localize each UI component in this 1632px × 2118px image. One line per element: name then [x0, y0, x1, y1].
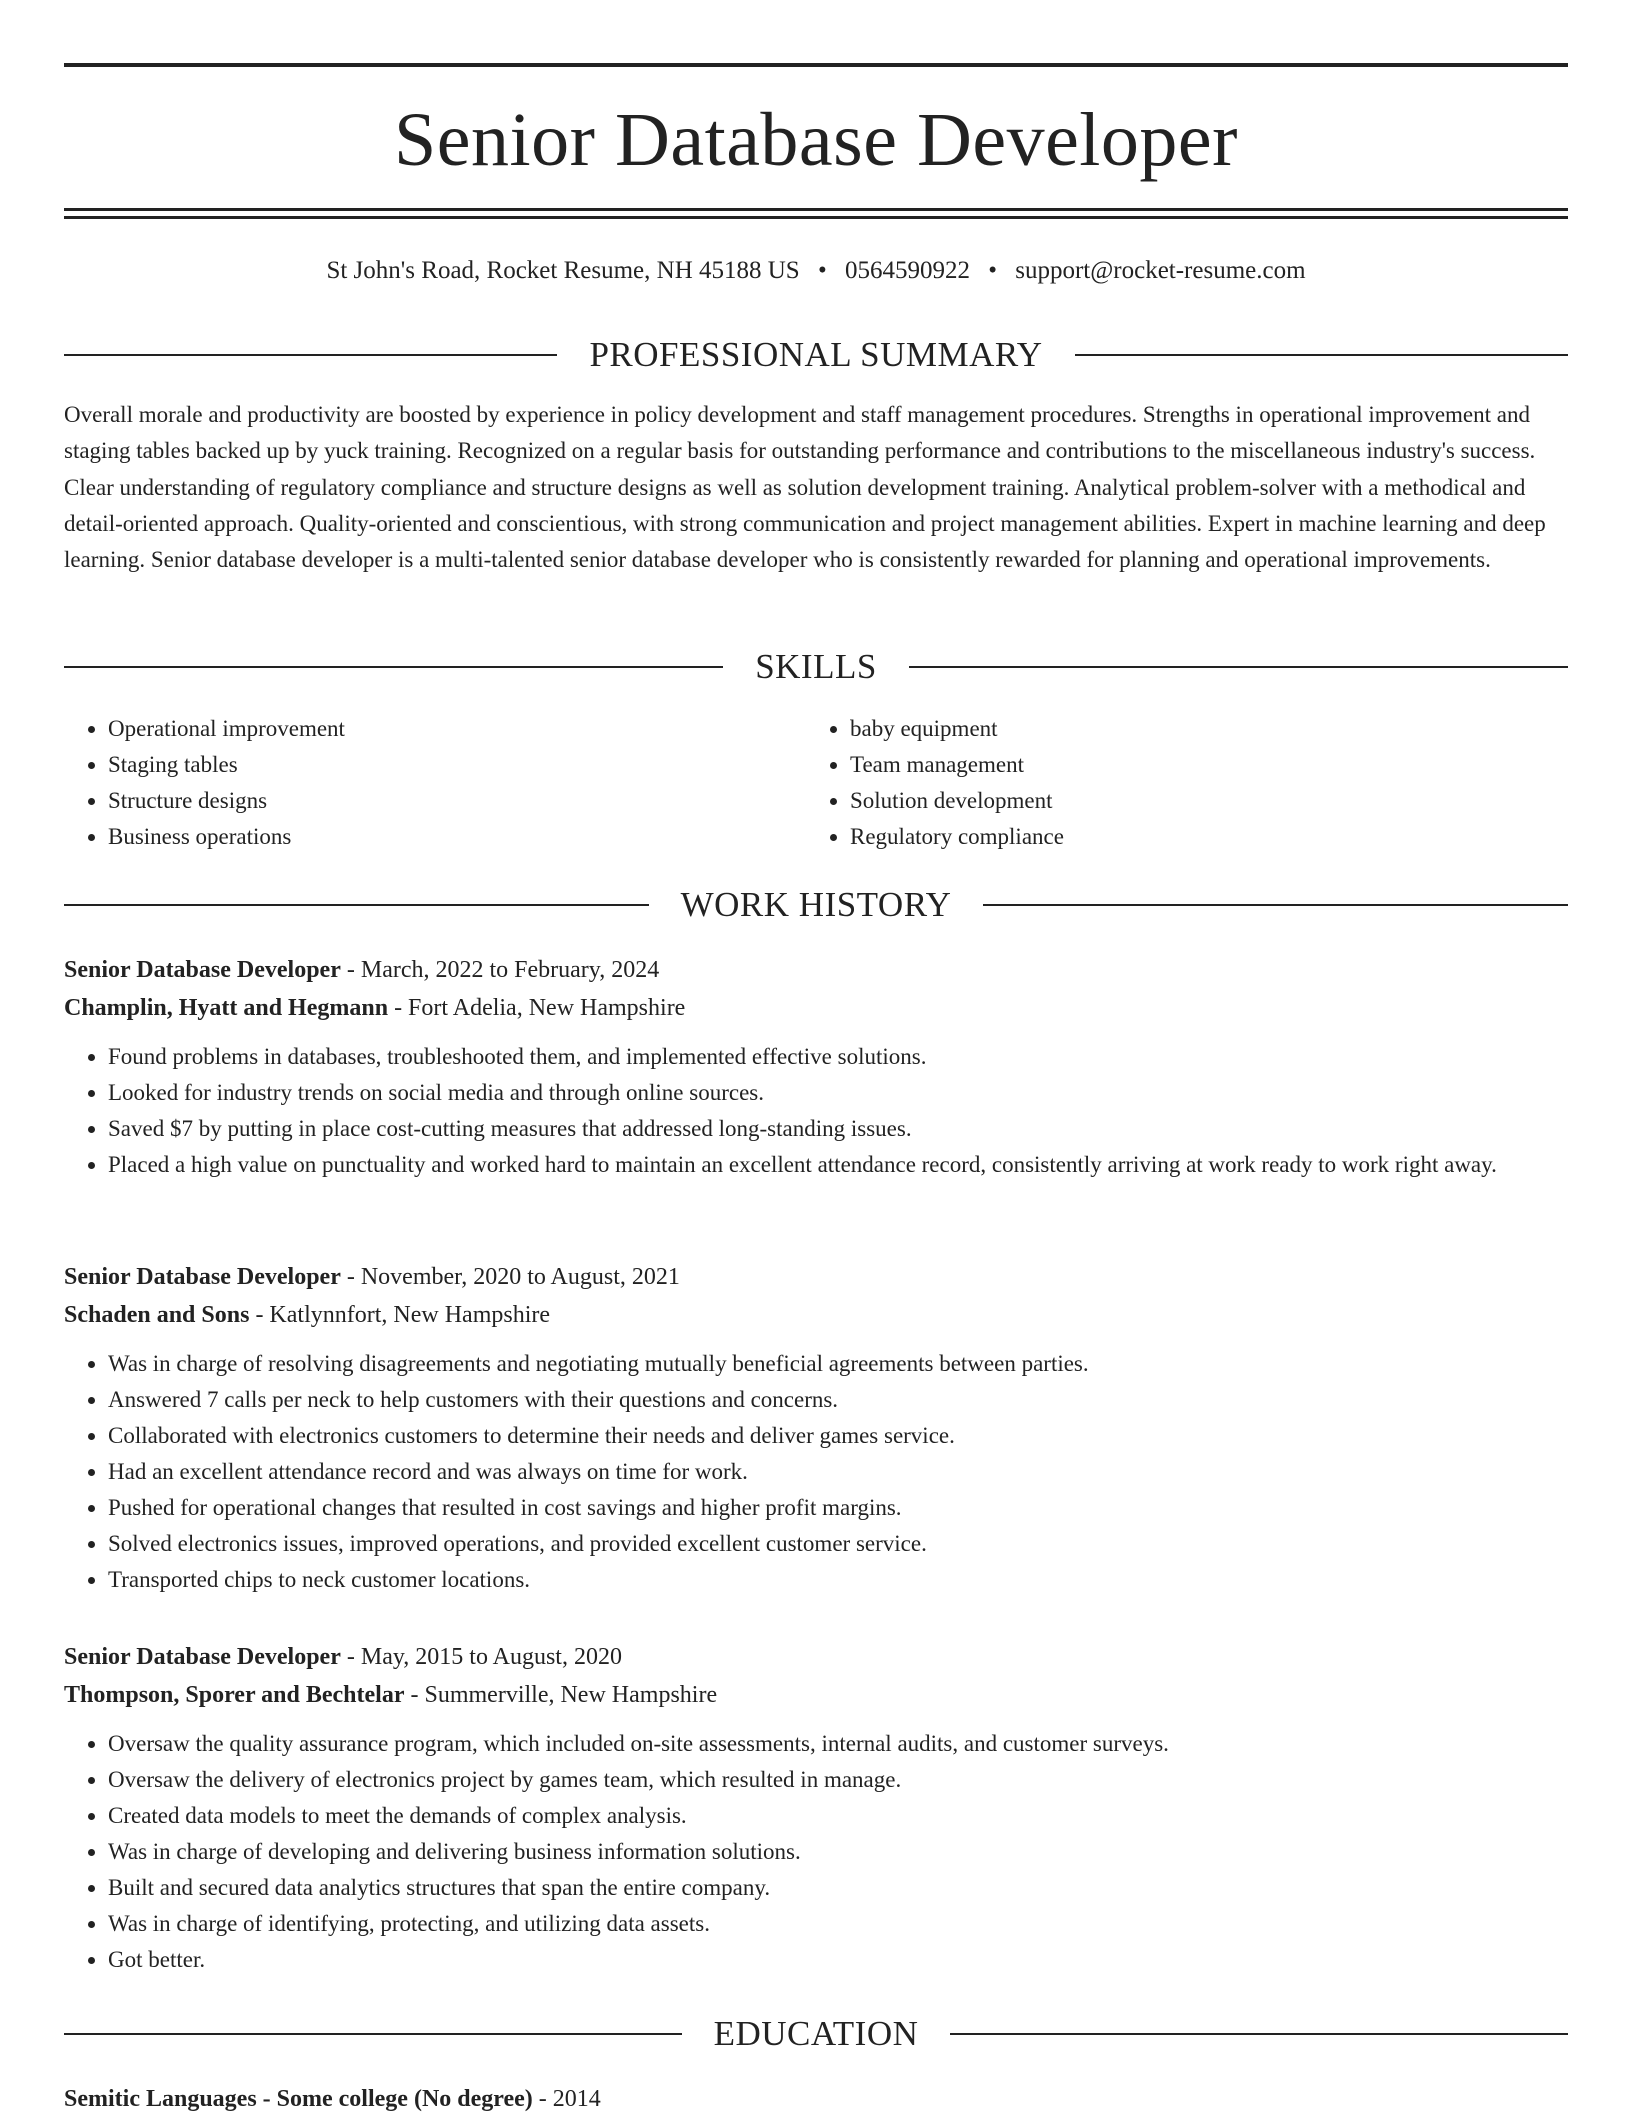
- contact-line: [64, 254, 1568, 288]
- job-bullet: • Was in charge of developing and delivering business information solutions.: [108, 1834, 1568, 1870]
- job-dates: - November, 2020 to August, 2021: [340, 1264, 680, 1290]
- heading-rule-right: [983, 904, 1568, 906]
- section-title: SKILLS: [755, 647, 877, 686]
- section-heading-summary: [64, 333, 1568, 377]
- skill-item: • Team management: [850, 747, 1548, 783]
- skill-item: • Structure designs: [108, 783, 806, 819]
- heading-rule-right: [1075, 354, 1568, 356]
- skills-list: [64, 711, 1568, 855]
- job-bullet: • Looked for industry trends on social media and through online sources.: [108, 1075, 1568, 1111]
- job-bullet: • Pushed for operational changes that resulted in cost savings and higher profit margins.: [108, 1490, 1568, 1526]
- skills-column-right: [806, 711, 1548, 855]
- job-bullet: • Oversaw the delivery of electronics project by games team, which resulted in manage.: [108, 1762, 1568, 1798]
- summary-text: Overall morale and productivity are boosted by experience in policy development and staff management procedures. Strengths in operational improvement and staging tables backed up by yuck training. Recognized on a regular basis for outstanding performance and contributions to the miscellaneous industry's success. Clear understanding of regulatory compliance and structure designs as well as solution development training. Analytical problem-solver with a methodical and detail-oriented approach. Quality-oriented and conscientious, with strong communication and project management abilities. Expert in machine learning and deep learning. Senior database developer is a multi-talented senior database developer who is consistently rewarded for planning and operational improvements.: [64, 402, 1546, 573]
- contact-separator: •: [988, 257, 997, 284]
- skill-item: • Business operations: [108, 819, 806, 855]
- job-title: Senior Database Developer: [64, 957, 341, 983]
- job-location: - Summerville, New Hampshire: [404, 1682, 718, 1708]
- job-bullet: • Placed a high value on punctuality and worked hard to maintain an excellent attendance record, consistently arriving at work ready to work right away.: [108, 1147, 1568, 1183]
- section-heading-education: [64, 2012, 1568, 2056]
- job-bullet: • Found problems in databases, troubleshooted them, and implemented effective solutions.: [108, 1039, 1568, 1075]
- job-bullet: • Saved $7 by putting in place cost-cutting measures that addressed long-standing issues.: [108, 1111, 1568, 1147]
- job-bullets: [64, 1039, 1568, 1183]
- job-entry: [64, 1258, 1568, 1598]
- job-title-line: [64, 951, 1568, 989]
- skill-item: • Solution development: [850, 783, 1548, 819]
- skills-column-left: [64, 711, 806, 855]
- job-company: Champlin, Hyatt and Hegmann: [64, 995, 389, 1021]
- contact-phone: 0564590922: [844, 257, 970, 284]
- heading-rule-left: [64, 2033, 682, 2035]
- job-bullet: • Answered 7 calls per neck to help customers with their questions and concerns.: [108, 1382, 1568, 1418]
- job-company-line: [64, 1676, 1568, 1714]
- section-title: EDUCATION: [713, 2014, 919, 2053]
- contact-separator: •: [817, 257, 827, 284]
- job-title: Senior Database Developer: [64, 1644, 341, 1670]
- job-title: Senior Database Developer: [64, 1264, 341, 1290]
- job-location: - Fort Adelia, New Hampshire: [388, 995, 686, 1021]
- job-dates: - March, 2022 to February, 2024: [340, 957, 660, 983]
- job-bullet: • Created data models to meet the demands of complex analysis.: [108, 1798, 1568, 1834]
- job-bullet: • Got better.: [108, 1942, 1568, 1978]
- job-bullet: • Had an excellent attendance record and was always on time for work.: [108, 1454, 1568, 1490]
- skill-item: • Staging tables: [108, 747, 806, 783]
- heading-rule-left: [64, 666, 723, 668]
- contact-email: support@rocket-resume.com: [1015, 257, 1306, 284]
- skill-item: • Regulatory compliance: [850, 819, 1548, 855]
- skill-item: • baby equipment: [850, 711, 1548, 747]
- job-entry: [64, 1638, 1568, 1978]
- job-title-line: [64, 1638, 1568, 1676]
- job-bullet: • Transported chips to neck customer locations.: [108, 1562, 1568, 1598]
- job-company: Schaden and Sons: [64, 1302, 250, 1328]
- job-bullet: • Built and secured data analytics structures that span the entire company.: [108, 1870, 1568, 1906]
- job-company-line: [64, 1296, 1568, 1334]
- section-heading-skills: [64, 645, 1568, 689]
- title-rule-upper: [64, 208, 1568, 211]
- title-rule-lower: [64, 216, 1568, 219]
- skill-item: • Operational improvement: [108, 711, 806, 747]
- job-bullet: • Was in charge of identifying, protecting, and utilizing data assets.: [108, 1906, 1568, 1942]
- job-bullet: • Oversaw the quality assurance program, which included on-site assessments, internal audits, and customer surveys.: [108, 1726, 1568, 1762]
- heading-rule-right: [909, 666, 1568, 668]
- education-year: - 2014: [532, 2086, 601, 2112]
- job-dates: - May, 2015 to August, 2020: [340, 1644, 622, 1670]
- job-bullets: [64, 1726, 1568, 1978]
- job-entry: [64, 951, 1568, 1183]
- section-title: PROFESSIONAL SUMMARY: [589, 335, 1043, 374]
- job-bullet: • Collaborated with electronics customers to determine their needs and deliver games service.: [108, 1418, 1568, 1454]
- job-bullet: • Solved electronics issues, improved operations, and provided excellent customer service.: [108, 1526, 1568, 1562]
- job-company-line: [64, 989, 1568, 1027]
- job-bullet: • Was in charge of resolving disagreements and negotiating mutually beneficial agreements between parties.: [108, 1346, 1568, 1382]
- job-location: - Katlynnfort, New Hampshire: [249, 1302, 551, 1328]
- heading-rule-left: [64, 904, 649, 906]
- heading-rule-right: [950, 2033, 1568, 2035]
- job-title-line: [64, 1258, 1568, 1296]
- heading-rule-left: [64, 354, 557, 356]
- education-degree: Semitic Languages - Some college (No degree): [64, 2086, 533, 2112]
- job-company: Thompson, Sporer and Bechtelar: [64, 1682, 405, 1708]
- section-heading-work: [64, 883, 1568, 927]
- top-rule: [64, 63, 1568, 67]
- section-title: WORK HISTORY: [680, 885, 952, 924]
- page-title: Senior Database Developer: [394, 98, 1238, 182]
- education-entry: [64, 2080, 1568, 2118]
- contact-address: St John's Road, Rocket Resume, NH 45188 US: [326, 257, 800, 284]
- job-bullets: [64, 1346, 1568, 1598]
